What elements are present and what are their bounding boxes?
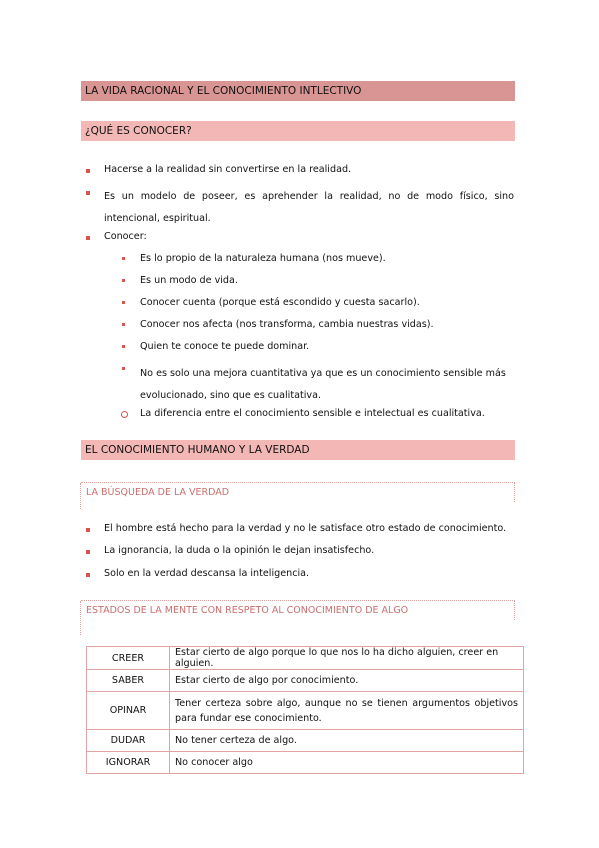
bullet-icon [86,573,90,577]
table-row [87,692,524,730]
bullet-text: El hombre está hecho para la verdad y no le satisface otro estado de conocimiento. [104,523,507,534]
sub-bullet-text: Conocer cuenta (porque está escondido y cuesta sacarlo). [140,297,420,308]
circle-bullet-text: La diferencia entre el conocimiento sensible e intelectual es cualitativa. [140,408,485,419]
bullet-text: Solo en la verdad descansa la inteligencia. [104,568,310,579]
table-term: DUDAR [87,730,170,752]
table-desc: No conocer algo [170,752,524,774]
table-term: CREER [87,647,170,670]
bullet-icon [86,236,90,240]
table-desc: No tener certeza de algo. [170,730,524,752]
subsection-heading-text: LA BÚSQUEDA DE LA VERDAD [86,487,230,498]
table-term: SABER [87,670,170,692]
table-row [87,730,524,752]
bullet-icon [86,550,90,554]
mental-states-table [86,646,524,774]
circle-bullet-icon [121,411,128,418]
table-term: IGNORAR [87,752,170,774]
sub-bullet-icon [122,367,125,370]
table-term: OPINAR [87,692,170,730]
sub-bullet-text: Es un modo de vida. [140,275,238,286]
sub-bullet-text: No es solo una mejora cuantitativa ya que es un conocimiento sensible más evolucionado, sino que es cualitativa. [140,368,506,401]
sub-bullet-text: Es lo propio de la naturaleza humana (nos mueve). [140,253,386,264]
table-row [87,670,524,692]
subsection-heading: ¿QUÉ ES CONOCER? [81,121,515,141]
bullet-icon [86,191,90,195]
bullet-text: Hacerse a la realidad sin convertirse en la realidad. [104,164,352,175]
subsection-heading [81,600,515,620]
table-row [87,647,524,670]
sub-bullet-icon [122,323,125,326]
sub-bullet-icon [122,279,125,282]
bullet-text: La ignorancia, la duda o la opinión le dejan insatisfecho. [104,545,375,556]
section-heading: EL CONOCIMIENTO HUMANO Y LA VERDAD [81,440,515,460]
table-row [87,752,524,774]
bullet-text: Conocer: [104,231,147,242]
sub-bullet-icon [122,345,125,348]
table-desc: Tener certeza sobre algo, aunque no se tienen argumentos objetivos para fundar ese conocimiento. [170,692,524,730]
bullet-text: Es un modelo de poseer, es aprehender la realidad, no de modo físico, sino intencional, espiritual. [104,191,514,224]
sub-bullet-text: Quien te conoce te puede dominar. [140,341,310,352]
sub-bullet-text: Conocer nos afecta (nos transforma, cambia nuestras vidas). [140,319,434,330]
sub-bullet-icon [122,301,125,304]
section-heading: LA VIDA RACIONAL Y EL CONOCIMIENTO INTLECTIVO [81,81,515,101]
subsection-heading-text: ESTADOS DE LA MENTE CON RESPETO AL CONOCIMIENTO DE ALGO [86,605,409,616]
bullet-icon [86,169,90,173]
subsection-heading [81,482,515,502]
sub-bullet-icon [122,257,125,260]
bullet-icon [86,528,90,532]
table-desc: Estar cierto de algo porque lo que nos lo ha dicho alguien, creer en alguien. [170,647,524,670]
table-desc: Estar cierto de algo por conocimiento. [170,670,524,692]
